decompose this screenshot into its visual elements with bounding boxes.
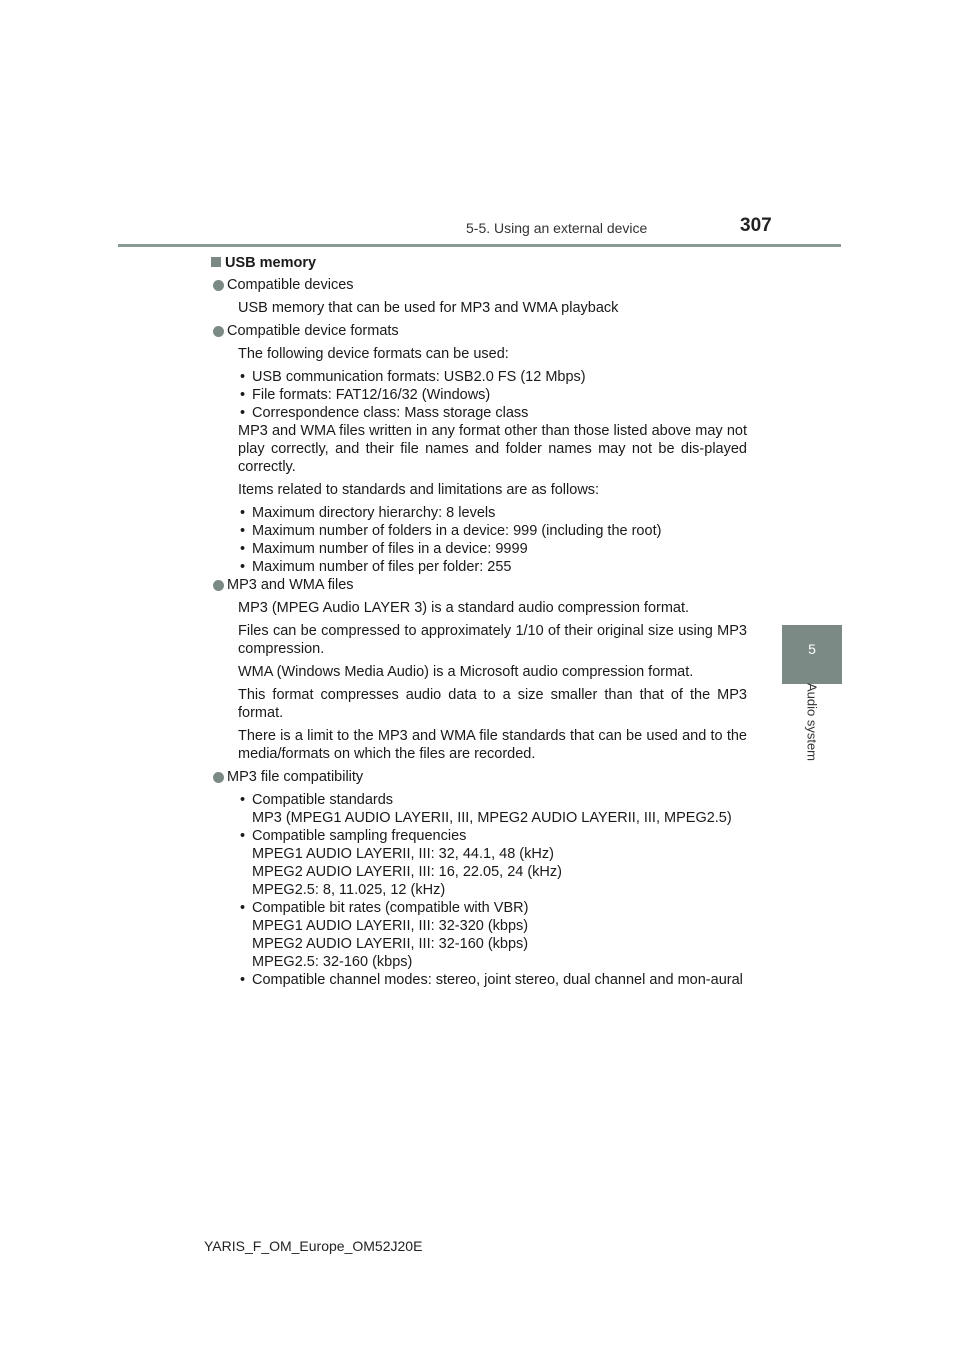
list-item: • Maximum number of files per folder: 255 xyxy=(240,559,512,575)
bullet-compatible-devices xyxy=(211,276,747,294)
chapter-label: Audio system xyxy=(804,682,820,762)
paragraph: WMA (Windows Media Audio) is a Microsoft audio compression format. xyxy=(238,664,694,680)
list-item: • Compatible standards MP3 (MPEG1 AUDIO LAYERII, III, MPEG2 AUDIO LAYERII, III, MPEG2.5) xyxy=(240,792,732,826)
chapter-tab xyxy=(782,625,842,684)
section-heading xyxy=(211,254,747,272)
chapter-number: 5 xyxy=(808,641,816,657)
circle-bullet-icon xyxy=(213,580,224,591)
format-list xyxy=(238,368,747,422)
circle-bullet-icon xyxy=(213,326,224,337)
bullet-title: MP3 and WMA files xyxy=(227,577,354,593)
bullet-title: MP3 file compatibility xyxy=(227,769,364,785)
document-footer: YARIS_F_OM_Europe_OM52J20E xyxy=(204,1238,423,1254)
list-item: • File formats: FAT12/16/32 (Windows) xyxy=(240,387,491,403)
compatibility-list xyxy=(238,791,747,989)
list-item: • Compatible bit rates (compatible with VBR) MPEG1 AUDIO LAYERII, III: 32-320 (kbps) MPEG2 AUDIO LAYERII, III: 32-160 (kbps) MPEG2.5: 32-160 (kbps) xyxy=(240,900,529,970)
bullet-mp3-wma-files xyxy=(211,576,747,594)
section-title: 5-5. Using an external device xyxy=(466,220,648,236)
list-item: • Compatible sampling frequencies MPEG1 AUDIO LAYERII, III: 32, 44.1, 48 (kHz) MPEG2 AUDIO LAYERII, III: 16, 22.05, 24 (kHz) MPEG2.5: 8, 11.025, 12 (kHz) xyxy=(240,828,562,898)
paragraph: Items related to standards and limitations are as follows: xyxy=(238,482,600,498)
page-number: 307 xyxy=(740,215,772,236)
circle-bullet-icon xyxy=(213,280,224,291)
list-item: • Maximum directory hierarchy: 8 levels xyxy=(240,505,496,521)
paragraph: There is a limit to the MP3 and WMA file standards that can be used and to the media/formats on which the files are recorded. xyxy=(238,728,747,762)
square-bullet-icon xyxy=(211,257,221,267)
bullet-device-formats xyxy=(211,322,747,340)
main-content xyxy=(211,254,747,994)
list-item: • Maximum number of folders in a device: 999 (including the root) xyxy=(240,523,662,539)
circle-bullet-icon xyxy=(213,772,224,783)
paragraph: MP3 (MPEG Audio LAYER 3) is a standard audio compression format. xyxy=(238,600,690,616)
paragraph: This format compresses audio data to a size smaller than that of the MP3 format. xyxy=(238,687,747,721)
bullet-title: Compatible device formats xyxy=(227,323,399,339)
paragraph: The following device formats can be used: xyxy=(238,346,509,362)
paragraph: Files can be compressed to approximately 1/10 of their original size using MP3 compression. xyxy=(238,623,747,657)
heading-text: USB memory xyxy=(225,255,317,271)
list-item: • Maximum number of files in a device: 9999 xyxy=(240,541,528,557)
bullet-title: Compatible devices xyxy=(227,277,354,293)
paragraph: MP3 and WMA files written in any format other than those listed above may not play correctly, and their file names and folder names may not be dis-played correctly. xyxy=(238,423,747,475)
paragraph: USB memory that can be used for MP3 and WMA playback xyxy=(238,300,619,316)
bullet-mp3-compatibility xyxy=(211,768,747,786)
list-item: • Compatible channel modes: stereo, joint stereo, dual channel and mon-aural xyxy=(240,972,743,988)
header-divider xyxy=(118,244,841,247)
list-item: • Correspondence class: Mass storage class xyxy=(240,405,529,421)
limits-list xyxy=(238,504,747,576)
list-item: • USB communication formats: USB2.0 FS (12 Mbps) xyxy=(240,369,586,385)
